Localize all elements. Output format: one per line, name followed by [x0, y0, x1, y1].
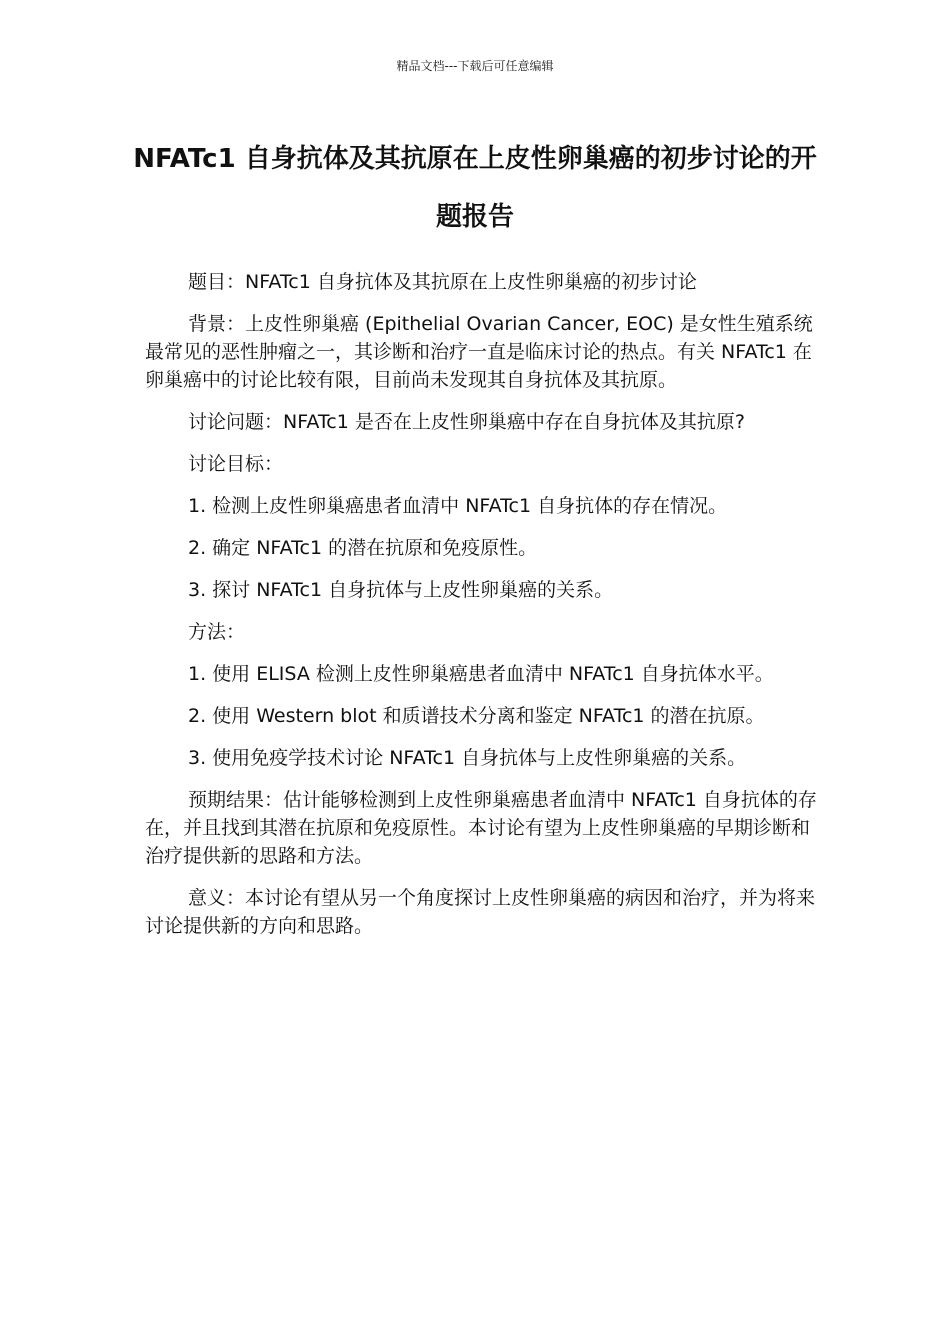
- objective-item: 2. 确定 NFATc1 的潜在抗原和免疫原性。: [188, 537, 538, 559]
- objective-item: 1. 检测上皮性卵巢癌患者血清中 NFATc1 自身抗体的存在情况。: [188, 495, 728, 517]
- paragraph-topic: 题目：NFATc1 自身抗体及其抗原在上皮性卵巢癌的初步讨论: [188, 271, 697, 293]
- objective-item: 3. 探讨 NFATc1 自身抗体与上皮性卵巢癌的关系。: [188, 579, 614, 601]
- paragraph-significance: 意义：本讨论有望从另一个角度探讨上皮性卵巢癌的病因和治疗，并为将来讨论提供新的方向和思路。: [145, 887, 816, 937]
- paragraph-objectives-heading: 讨论目标：: [188, 453, 284, 475]
- paragraph-research-question: 讨论问题：NFATc1 是否在上皮性卵巢癌中存在自身抗体及其抗原?: [188, 411, 745, 433]
- paragraph-expected-results: 预期结果：估计能够检测到上皮性卵巢癌患者血清中 NFATc1 自身抗体的存在，并且找到其潜在抗原和免疫原性。本讨论有望为上皮性卵巢癌的早期诊断和治疗提供新的思路和方法。: [145, 789, 817, 867]
- paragraph-background: 背景：上皮性卵巢癌 (Epithelial Ovarian Cancer, EOC) 是女性生殖系统最常见的恶性肿瘤之一，其诊断和治疗一直是临床讨论的热点。有关 NFATc1 在卵巢癌中的讨论比较有限，目前尚未发现其自身抗体及其抗原。: [145, 313, 813, 391]
- method-item: 3. 使用免疫学技术讨论 NFATc1 自身抗体与上皮性卵巢癌的关系。: [188, 747, 747, 769]
- paragraph-methods-heading: 方法：: [188, 621, 246, 643]
- header-note: 精品文档---下载后可任意编辑: [396, 59, 554, 73]
- method-item: 2. 使用 Western blot 和质谱技术分离和鉴定 NFATc1 的潜在抗原。: [188, 705, 765, 727]
- document-title: NFATc1 自身抗体及其抗原在上皮性卵巢癌的初步讨论的开题报告: [133, 144, 817, 232]
- method-item: 1. 使用 ELISA 检测上皮性卵巢癌患者血清中 NFATc1 自身抗体水平。: [188, 663, 774, 685]
- document-body: [145, 268, 817, 954]
